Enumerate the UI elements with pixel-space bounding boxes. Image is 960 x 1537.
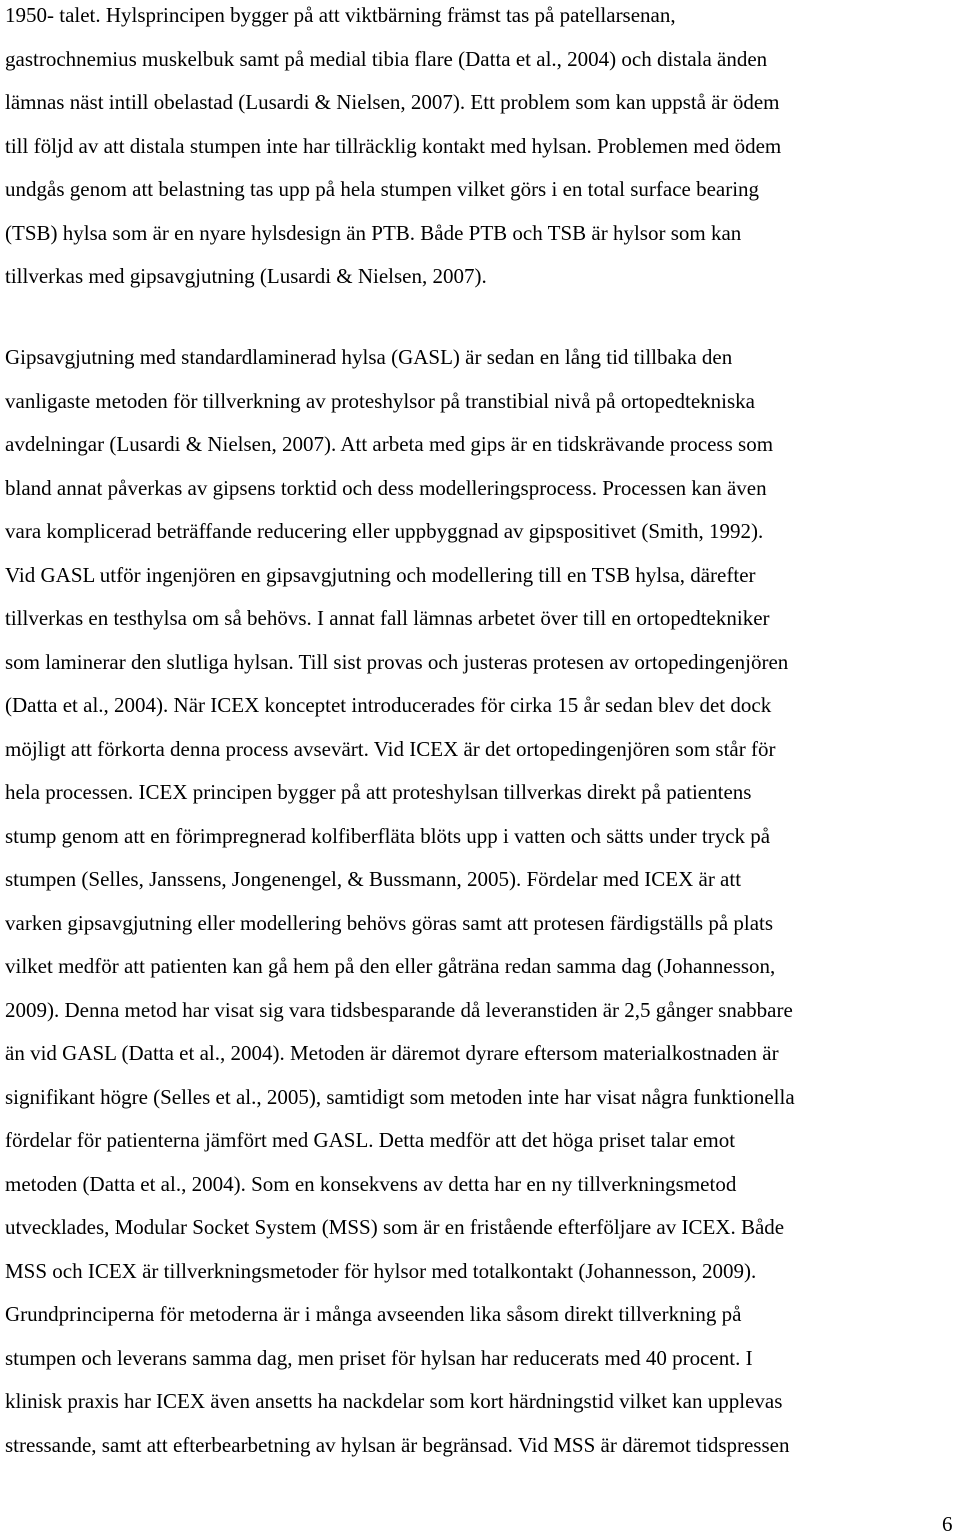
text-line: stumpen och leverans samma dag, men priset för hylsan har reducerats med 40 procent. I bbox=[5, 1345, 753, 1370]
text-line: stump genom att en förimpregnerad kolfiberfläta blöts upp i vatten och sätts under tryck på bbox=[5, 823, 771, 848]
text-line: tillverkas med gipsavgjutning (Lusardi & Nielsen, 2007). bbox=[5, 264, 487, 288]
text-line: lämnas näst intill obelastad (Lusardi & Nielsen, 2007). Ett problem som kan uppstå är ödem bbox=[5, 90, 780, 114]
text-line: (Datta et al., 2004). När ICEX konceptet introducerades för cirka 15 år sedan blev det dock bbox=[5, 693, 772, 717]
text-line: 1950- talet. Hylsprincipen bygger på att viktbärning främst tas på patellarsenan, bbox=[5, 3, 676, 27]
text-line: vilket medför att patienten kan gå hem på den eller gåträna redan samma dag (Johannesson, bbox=[5, 954, 776, 978]
text-line: fördelar för patienterna jämfört med GASL. Detta medför att det höga priset talar emot bbox=[5, 1128, 736, 1152]
paragraph bbox=[5, 342, 960, 1473]
text-line: möjligt att förkorta denna process avsevärt. Vid ICEX är det ortopedingenjören som står för bbox=[5, 736, 776, 761]
text-line: Gipsavgjutning med standardlaminerad hylsa (GASL) är sedan en lång tid tillbaka den bbox=[5, 345, 733, 369]
text-line: (TSB) hylsa som är en nyare hylsdesign än PTB. Både PTB och TSB är hylsor som kan bbox=[5, 220, 742, 245]
text-line: signifikant högre (Selles et al., 2005), samtidigt som metoden inte har visat några funktionella bbox=[5, 1084, 795, 1109]
page-number: 6 bbox=[942, 1512, 953, 1536]
text-line: hela processen. ICEX principen bygger på att proteshylsan tillverkas direkt på patientens bbox=[5, 780, 752, 804]
text-line: utvecklades, Modular Socket System (MSS) som är en fristående efterföljare av ICEX. Både bbox=[5, 1215, 785, 1239]
text-line: än vid GASL (Datta et al., 2004). Metoden är däremot dyrare eftersom materialkostnaden är bbox=[5, 1041, 779, 1065]
text-line: vanligaste metoden för tillverkning av proteshylsor på transtibial nivå på ortopedtekniska bbox=[5, 388, 755, 413]
text-line: som laminerar den slutliga hylsan. Till sist provas och justeras protesen av ortopedingenjören bbox=[5, 649, 789, 674]
text-line: 2009). Denna metod har visat sig vara tidsbesparande då leveranstiden är 2,5 gånger snabbare bbox=[5, 997, 793, 1022]
text-line: Grundprinciperna för metoderna är i många avseenden lika såsom direkt tillverkning på bbox=[5, 1302, 742, 1326]
text-line: bland annat påverkas av gipsens torktid och dess modelleringsprocess. Processen kan även bbox=[5, 475, 767, 500]
text-line: varken gipsavgjutning eller modellering behövs göras samt att protesen färdigställs på plats bbox=[5, 910, 774, 935]
paragraph bbox=[5, 0, 960, 305]
text-line: stressande, samt att efterbearbetning av hylsan är begränsad. Vid MSS är däremot tidspressen bbox=[5, 1432, 790, 1457]
text-line: stumpen (Selles, Janssens, Jongenengel, & Bussmann, 2005). Fördelar med ICEX är att bbox=[5, 867, 742, 891]
text-line: Vid GASL utför ingenjören en gipsavgjutning och modellering till en TSB hylsa, därefter bbox=[5, 562, 756, 587]
text-line: avdelningar (Lusardi & Nielsen, 2007). Att arbeta med gips är en tidskrävande process som bbox=[5, 432, 774, 456]
text-line: undgås genom att belastning tas upp på hela stumpen vilket görs i en total surface bearing bbox=[5, 177, 760, 201]
text-line: MSS och ICEX är tillverkningsmetoder för hylsor med totalkontakt (Johannesson, 2009). bbox=[5, 1258, 757, 1283]
text-line: klinisk praxis har ICEX även ansetts ha nackdelar som kort härdningstid vilket kan upplevas bbox=[5, 1389, 783, 1413]
text-line: gastrochnemius muskelbuk samt på medial tibia flare (Datta et al., 2004) och distala änden bbox=[5, 46, 768, 71]
text-line: vara komplicerad beträffande reducering eller uppbyggnad av gipspositivet (Smith, 1992). bbox=[5, 519, 764, 543]
text-line: till följd av att distala stumpen inte har tillräcklig kontakt med hylsan. Problemen med ödem bbox=[5, 133, 782, 158]
text-line: metoden (Datta et al., 2004). Som en konsekvens av detta har en ny tillverkningsmetod bbox=[5, 1171, 737, 1196]
text-line: tillverkas en testhylsa om så behövs. I annat fall lämnas arbetet över till en ortopedtekniker bbox=[5, 606, 770, 630]
